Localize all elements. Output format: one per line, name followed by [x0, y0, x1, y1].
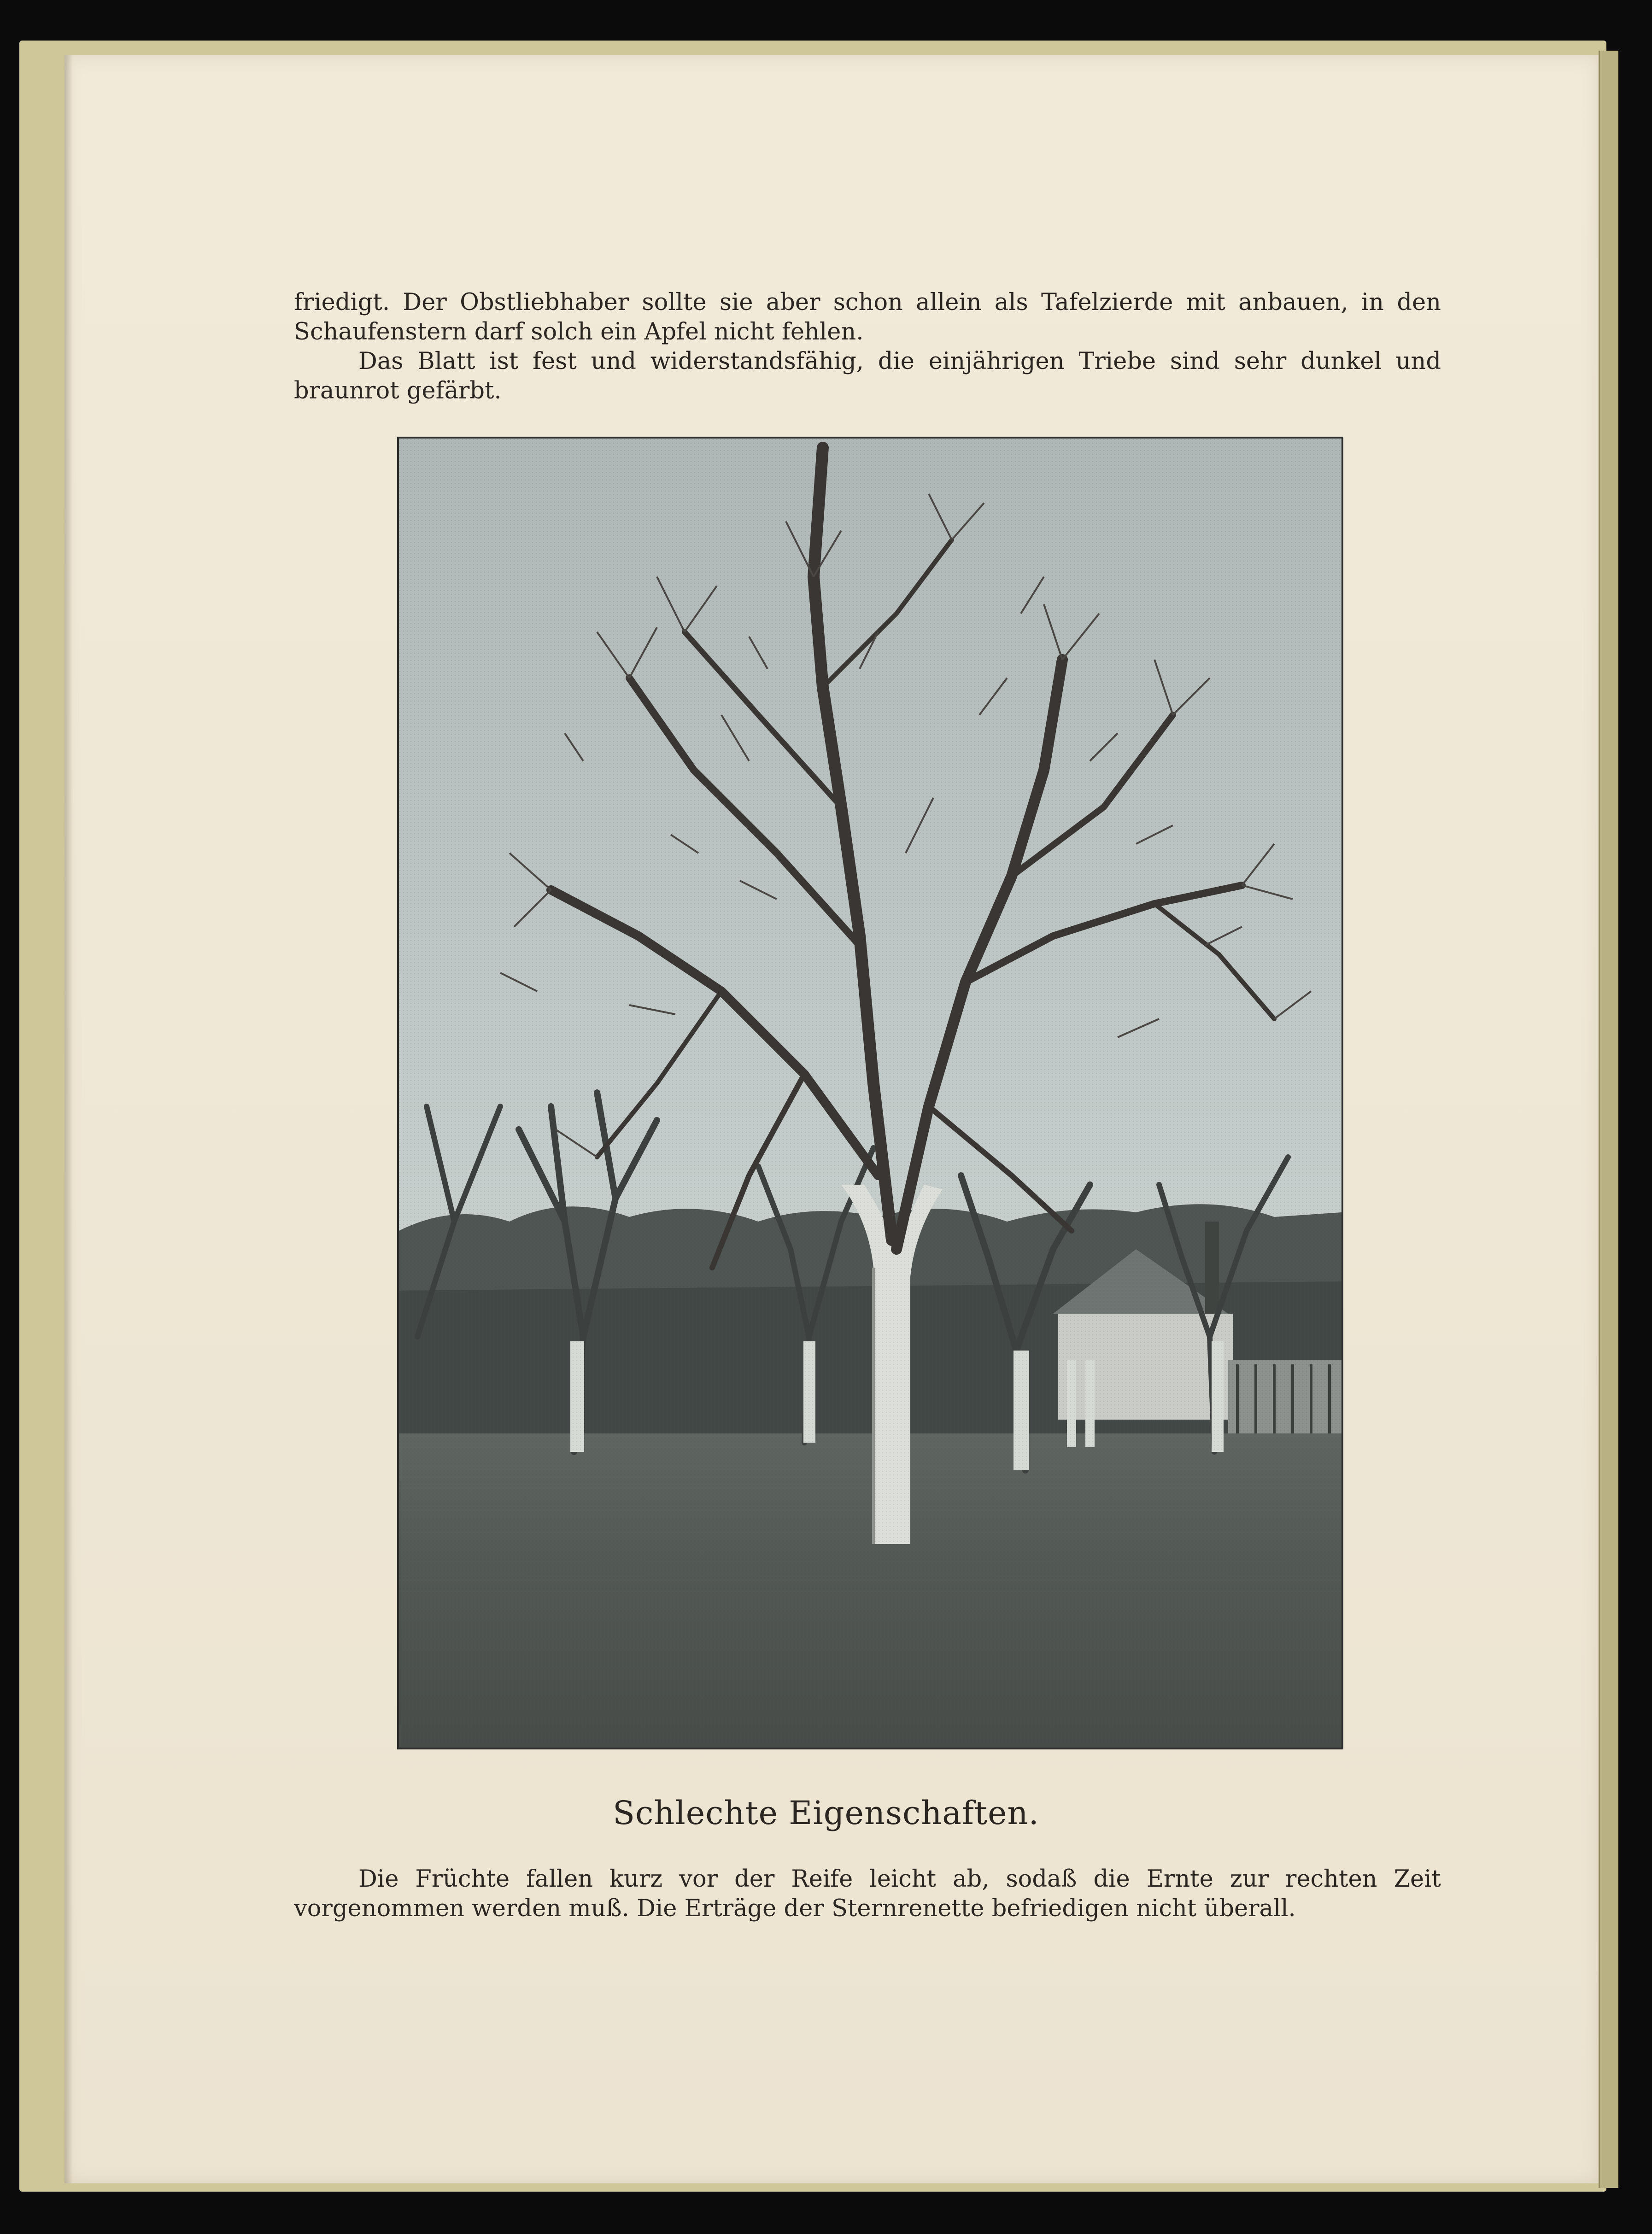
tree-photo-illustration	[399, 439, 1342, 1748]
tree-photograph	[397, 437, 1343, 1749]
paragraph: Das Blatt ist fest und widerstandsfähig, die einjährigen Triebe sind sehr dunkel und braunrot gefärbt.	[294, 348, 1441, 404]
page-fold-shadow	[64, 55, 73, 2183]
section-heading: Schlechte Eigenschaften.	[613, 1794, 1039, 1832]
body-text-top	[294, 288, 1441, 406]
body-text-bottom	[294, 1865, 1441, 1924]
paragraph: Die Früchte fallen kurz vor der Reife leicht ab, sodaß die Ernte zur rechten Zeit vorgenommen werden muß. Die Erträge der Sternrenette befriedigen nicht überall.	[294, 1866, 1441, 1922]
page-edge-strip	[1599, 51, 1618, 2188]
paragraph: friedigt. Der Obstliebhaber sollte sie aber schon allein als Tafelzierde mit anbauen, in den Schaufenstern darf solch ein Apfel nicht fehlen.	[294, 289, 1441, 345]
